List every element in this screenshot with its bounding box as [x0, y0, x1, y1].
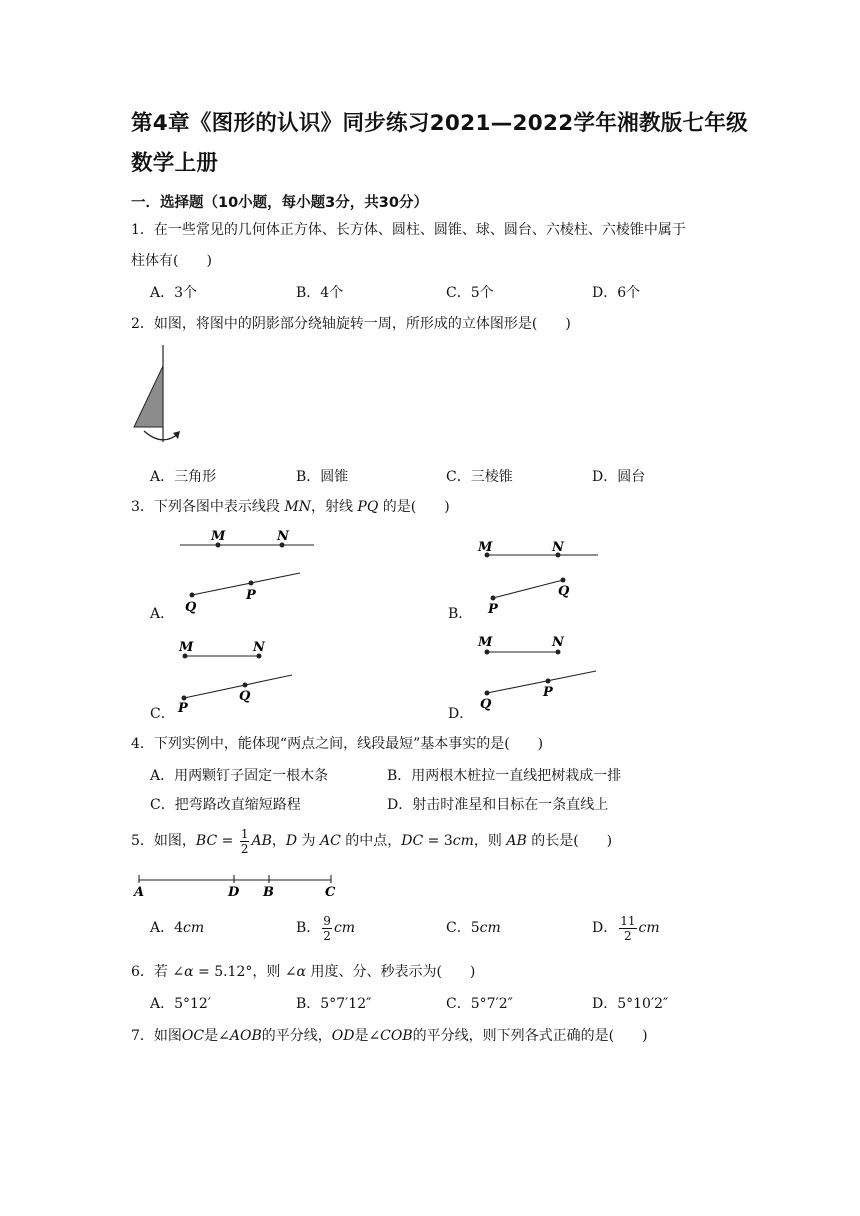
q3d-point-n	[556, 650, 561, 655]
q3-text: 3．下列各图中表示线段 MN，射线 PQ 的是( )	[131, 499, 450, 515]
section-header: 一．选择题（10小题，每小题3分，共30分）	[131, 195, 428, 211]
q5-option-c: C．5cm	[446, 920, 501, 936]
q3d-point-m	[485, 650, 490, 655]
q3-option-a: A．	[150, 606, 175, 622]
q1-option-a: A．3个	[150, 285, 198, 301]
q2-rotation-arrow	[144, 431, 178, 440]
q4-text: 4．下列实例中，能体现“两点之间，线段最短”基本事实的是( )	[131, 736, 544, 752]
q5-label-a: A	[134, 885, 145, 900]
q3b-point-q	[561, 578, 566, 583]
q3b-point-p	[491, 596, 496, 601]
q4-option-c: C．把弯路改直缩短路程	[150, 797, 301, 813]
q3b-label-p: P	[488, 602, 498, 617]
q3a-label-m: M	[211, 529, 226, 544]
q5-text: 5．如图，BC = $\frac{1}{2}$ AB，D 为 AC 的中点，DC = 3cm，则 AB 的长是( )	[131, 826, 613, 856]
q4-option-a: A．用两颗钉子固定一根木条	[150, 768, 329, 784]
q6-option-a: A．5°12′	[150, 996, 212, 1012]
q3-figure-d	[472, 630, 612, 714]
q3c-label-q: Q	[239, 689, 251, 704]
q3-option-d: D．	[448, 706, 474, 722]
q4-option-b: B．用两根木桩拉一直线把树栽成一排	[387, 768, 622, 784]
q6-option-c: C．5°7′2″	[446, 996, 513, 1012]
q3c-point-q	[243, 683, 248, 688]
q5-label-b: B	[263, 885, 274, 900]
q3b-label-n: N	[552, 540, 564, 555]
q3b-label-q: Q	[558, 584, 570, 599]
q3b-segment-pq	[493, 580, 563, 598]
q3d-point-p	[546, 679, 551, 684]
q3-figure-c	[170, 634, 300, 714]
q2-figure-rotation	[126, 340, 196, 450]
q3c-ray-pq	[184, 675, 292, 698]
q3a-point-p	[249, 581, 254, 586]
q3c-point-p	[182, 696, 187, 701]
q3c-label-m: M	[179, 640, 194, 655]
page-title-line2: 数学上册	[131, 151, 219, 176]
q1-option-d: D．6个	[592, 285, 641, 301]
q5-fraction-half: $\frac{1}{2}$	[240, 826, 249, 856]
q6-option-d: D．5°10′2″	[592, 996, 669, 1012]
q4-option-d: D．射击时准星和目标在一条直线上	[387, 797, 609, 813]
page-title-line1: 第4章《图形的认识》同步练习2021—2022学年湘教版七年级	[131, 111, 748, 136]
q3-option-b: B．	[448, 606, 473, 622]
q2-arrow-head	[173, 431, 180, 439]
q3d-label-n: N	[552, 635, 564, 650]
q3c-label-p: P	[178, 701, 188, 714]
q5-option-a: A．4cm	[150, 920, 205, 936]
q3-figure-a	[170, 525, 320, 617]
q5-option-d: D． $\frac{11}{2}$ cm	[592, 913, 660, 943]
q1-text-line2: 柱体有( )	[131, 253, 212, 269]
q3d-label-m: M	[478, 635, 493, 650]
q2-option-b: B．圆锥	[296, 469, 349, 485]
q1-text-line1: 1．在一些常见的几何体正方体、长方体、圆柱、圆锥、球、圆台、六棱柱、六棱锥中属于	[131, 222, 686, 238]
q3d-point-q	[485, 691, 490, 696]
q6-text: 6．若 ∠α = 5.12°，则 ∠α 用度、分、秒表示为( )	[131, 964, 476, 980]
q6-option-b: B．5°7′12″	[296, 996, 372, 1012]
q3a-point-q	[190, 593, 195, 598]
q3a-label-n: N	[277, 529, 289, 544]
q1-option-b: B．4个	[296, 285, 344, 301]
q3b-label-m: M	[478, 540, 493, 555]
q3c-label-n: N	[253, 640, 265, 655]
q3d-label-p: P	[543, 685, 553, 700]
q3d-ray-qp	[487, 671, 596, 693]
q2-text: 2．如图，将图中的阴影部分绕轴旋转一周，所形成的立体图形是( )	[131, 316, 571, 332]
q2-option-c: C．三棱锥	[446, 469, 513, 485]
q5-label-d: D	[228, 885, 240, 900]
q3a-label-p: P	[246, 588, 256, 603]
q5-option-b: B． $\frac{9}{2}$ cm	[296, 913, 356, 943]
q2-option-d: D．圆台	[592, 469, 646, 485]
q7-text: 7．如图OC是∠AOB的平分线，OD是∠COB的平分线，则下列各式正确的是( )	[131, 1028, 648, 1044]
q1-option-c: C．5个	[446, 285, 494, 301]
q2-shaded-triangle	[134, 366, 163, 427]
q3-figure-b	[472, 535, 612, 619]
q5-label-c: C	[325, 885, 336, 900]
q3d-label-q: Q	[480, 697, 492, 712]
q3a-label-q: Q	[185, 600, 197, 615]
q2-option-a: A．三角形	[150, 469, 217, 485]
q5-figure-segment	[128, 868, 348, 902]
q3-option-c: C．	[150, 706, 175, 722]
